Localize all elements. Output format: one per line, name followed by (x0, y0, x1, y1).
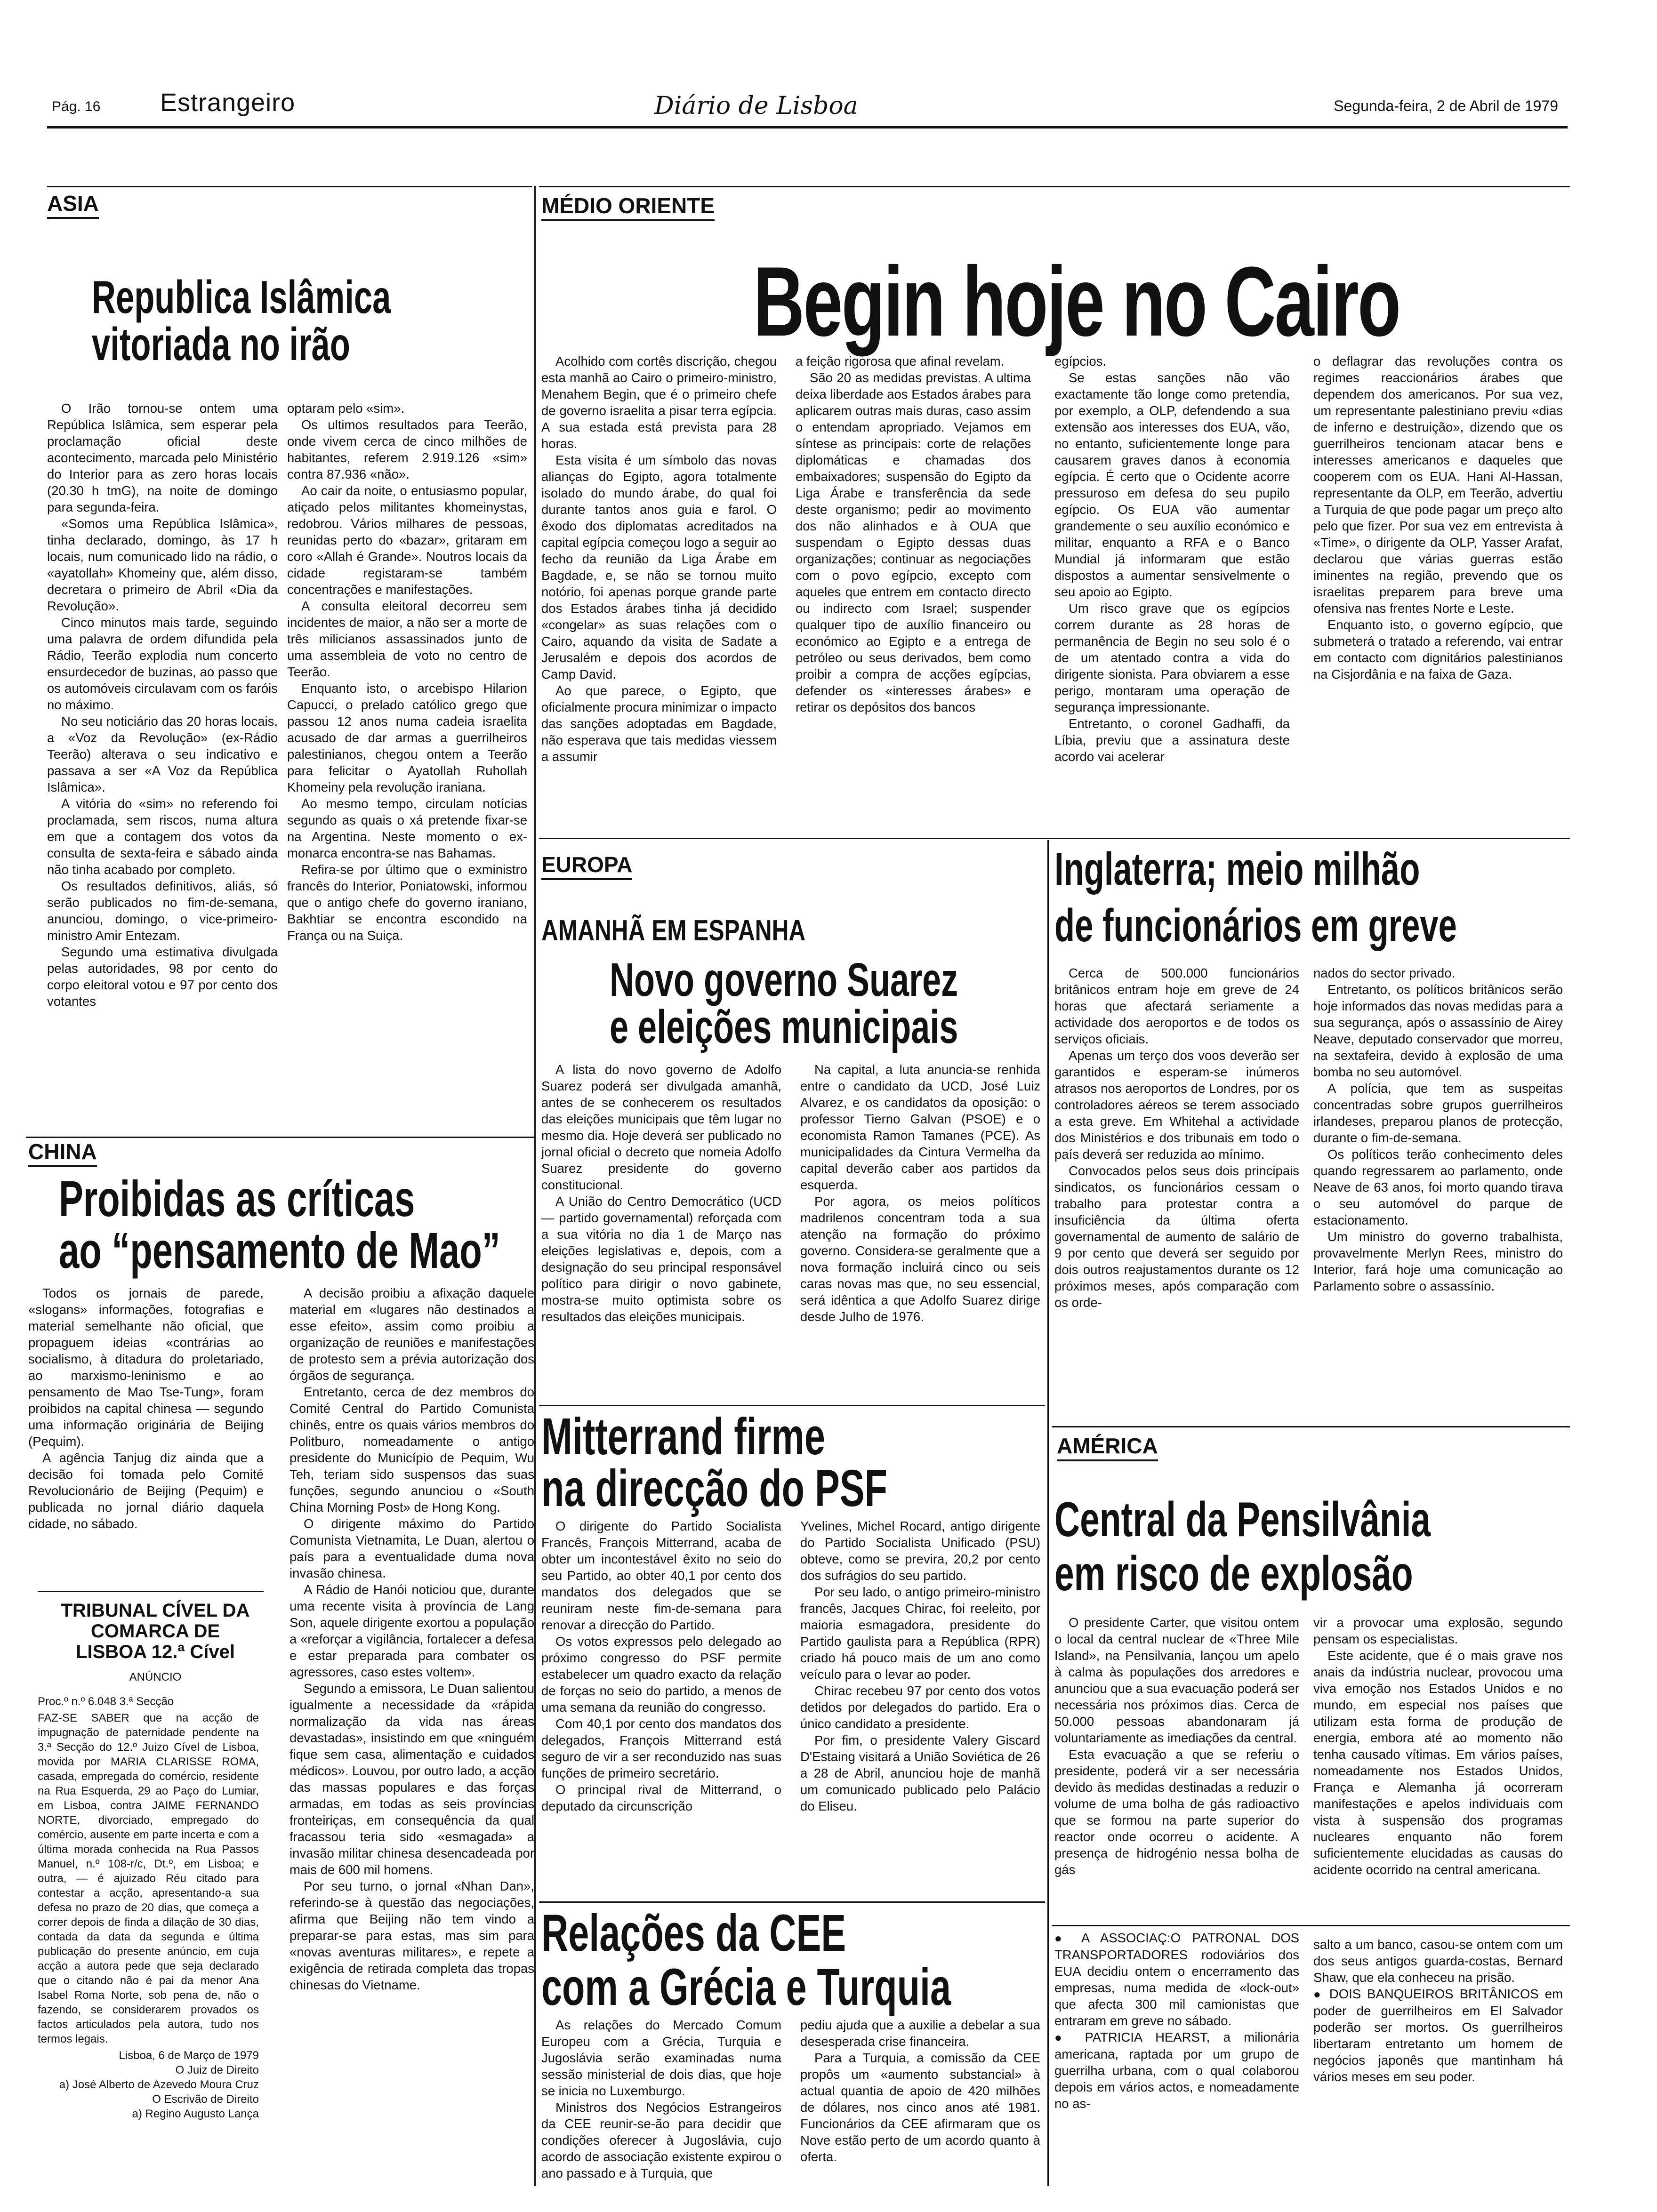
paragraph: Ao que parece, o Egipto, que oficialmente procura minimizar o impacto das sanções adoptadas em Bagdade, não esperava que tais medidas viessem a assumir (541, 683, 777, 764)
europa-column-2 (800, 1061, 1040, 1400)
america-top-rule (1052, 1426, 1570, 1427)
tribunal-rule (38, 1591, 264, 1592)
paragraph: Os votos expressos pelo delegado ao próximo congresso do PSF permite estabelecer um quadro exacto da relação de forças no seio do partido, a menos de uma semana da reunião do congresso. (541, 1634, 781, 1715)
medio-oriente-column-4 (1313, 353, 1563, 826)
main-headline: Begin hoje no Cairo (753, 246, 1400, 357)
briefs-rule (1052, 1925, 1570, 1926)
cee-headline-1: Relações da CEE (541, 1904, 846, 1962)
tribunal-title: TRIBUNAL CÍVEL DA COMARCA DE LISBOA 12.ª Cível (61, 1600, 250, 1662)
section-label-europa: EUROPA (541, 852, 632, 880)
section-label-america: AMÉRICA (1057, 1433, 1158, 1461)
paragraph: Cinco minutos mais tarde, seguindo uma palavra de ordem difundida pela Rádio, Teerão explodia num concerto ensurdecedor de buzinas, ao passo que os automóveis circulavam com os faróis no máximo. (47, 615, 278, 712)
america-briefs-column-2 (1313, 1930, 1563, 2203)
section-label-china: CHINA (28, 1139, 97, 1167)
paragraph: optaram pelo «sim». (287, 401, 405, 416)
china-top-rule (26, 1137, 534, 1138)
asia-column-1 (47, 400, 278, 1134)
paragraph: Um risco grave que os egípcios correm durante as 28 horas de permanência de Begin no seu solo é o de um atentado contra a vida do dirigente sionista. Para obviarem a esse perigo, montaram uma operação de segurança impressionante. (1054, 601, 1290, 714)
issue-date: Segunda-feira, 2 de Abril de 1979 (1334, 97, 1558, 114)
paragraph: Apenas um terço dos voos deverão ser garantidos e esperam-se inúmeros atrasos nos aeroportos de Londres, por os controladores aéreos se terem associado a esta greve. Em Whitehal a actividade dos Ministérios e dos tribunais em todo o país deverá ser reduzida ao mínimo. (1054, 1048, 1299, 1162)
paragraph: Este acidente, que é o mais grave nos anais da indústria nuclear, provocou uma viva emoção nos Estados Unidos e no mundo, em especial nos países que utilizam esta forma de produção de energia, embora até ao momento não tenha causado vítimas. Em vários países, nomeadamente nos Estados Unidos, França e Alemanha já ocorreram manifestações e apelos individuais com vista à suspensão dos programas nucleares enquanto não forem suficientemente elucidadas as causas do acidente ocorrido na central americana. (1313, 1648, 1563, 1877)
paragraph: Por agora, os meios políticos madrilenos concentram toda a sua atenção na formação do próximo governo. Considera-se geralmente que a nova formação incluirá cinco ou seis caras novas mas que, no seu essencial, será idêntica a que Adolfo Suarez dirige desde Julho de 1976. (800, 1194, 1040, 1324)
paragraph: Ao mesmo tempo, circulam notícias segundo as quais o xá pretende fixar-se na Argentina. Neste momento o ex-monarca encontra-se nas Bahamas. (287, 796, 527, 860)
paragraph: Ao cair da noite, o entusiasmo popular, atiçado pelos militantes khomeinystas, redobrou. Vários milhares de pessoas, reunidas perto do «bazar», gritaram em coro «Allah é Grande». Noutros locais da cidade registaram-se também concentrações e manifestações. (287, 483, 527, 597)
paragraph: Se estas sanções não vão exactamente tão longe como pretendia, por exemplo, a OLP, defendendo a sua extensão aos interesses dos EUA, vão, no entanto, suficientemente longe para causarem graves danos à economia egípcia. É certo que o Ocidente acorre pressuroso em defesa do seu pupilo egípcio. Os EUA vão aumentar grandemente o seu auxílio económico e militar, enquanto a RFA e o Banco Mundial já informaram que estão dispostos a aumentar sensivelmente o seu apoio ao Egipto. (1054, 370, 1290, 599)
paragraph: a feição rigorosa que afinal revelam. (796, 354, 1005, 369)
paragraph: Por fim, o presidente Valery Giscard D'Estaing visitará a União Soviética de 26 a 28 de Abril, anunciou hoje de manhã um comunicado publicado pelo Palácio do Eliseu. (800, 1733, 1040, 1813)
paragraph: Yvelines, Michel Rocard, antigo dirigente do Partido Socialista Unificado (PSU) obteve, como se previra, 20,2 por cento dos sufrágios do seu partido. (800, 1519, 1040, 1583)
asia-headline-2: vitoriada no irão (92, 318, 350, 370)
europa-headline-2: e eleições municipais (610, 1001, 958, 1053)
paragraph: O Irão tornou-se ontem uma República Islâmica, sem esperar pela proclamação oficial deste acontecimento, marcada pelo Ministério do Interior para as zero horas locais (20.30 h tmG), na noite de domingo para segunda-feira. (47, 401, 278, 514)
mitterrand-headline-2: na direcção do PSF (541, 1459, 888, 1517)
america-headline-2: em risco de explosão (1054, 1547, 1413, 1601)
paragraph: A União do Centro Democrático (UCD — partido governamental) reforçada com a sua vitória no dia 1 de Março nas eleições legislativas e, depois, com a designação do seu principal responsável político para dirigir o novo gabinete, mostra-se muito optimista sobre os resultados das eleições municipais. (541, 1194, 781, 1324)
paragraph: A agência Tanjug diz ainda que a decisão foi tomada pelo Comité Revolucionário de Beijing (Pequim) e publicada no jornal diário daquela cidade, no sábado. (28, 1451, 264, 1531)
paragraph: Entretanto, os políticos britânicos serão hoje informados das novas medidas para a sua segurança, após o assassínio de Airey Neave, deputado conservador que morreu, na sextafeira, devido à explosão de uma bomba no seu automóvel. (1313, 982, 1563, 1079)
tribunal-date: Lisboa, 6 de Março de 1979 (119, 2049, 259, 2062)
paragraph: No seu noticiário das 20 horas locais, a «Voz da Revolução» (ex-Rádio Teerão) alterava o seu indicativo e passava a ser «A Voz da República Islâmica». (47, 714, 278, 794)
column-divider (534, 186, 536, 2186)
paragraph: Enquanto isto, o arcebispo Hilarion Capucci, o prelado católico grego que passou 12 anos numa cadeia israelita acusado de dar armas a guerrilheiros palestinianos, chegou ontem a Teerão para felicitar o Ayatollah Ruhollah Khomeiny pela revolução iraniana. (287, 681, 527, 794)
paragraph: nados do sector privado. (1313, 966, 1456, 980)
medio-oriente-top-rule (539, 186, 1570, 187)
section-label-medio-oriente: MÉDIO ORIENTE (541, 193, 715, 221)
paragraph: Convocados pelos seus dois principais sindicatos, os funcionários cessam o trabalho para protestar contra a insuficiência da última oferta governamental de aumento de salário de 9 por cento que deverá ser seguido por dois outros reajustamentos durante os 12 próximos meses, após comparação com os orde- (1054, 1163, 1299, 1310)
paragraph: Na capital, a luta anuncia-se renhida entre o candidato da UCD, José Luiz Alvarez, e os candidatos da oposição: o professor Tierno Galvan (PSOE) e o economista Ramon Tamanes (PCE). As municipalidades da Cintura Vermelha da capital deverão caber aos partidos da esquerda. (800, 1062, 1040, 1192)
medio-oriente-column-2 (796, 353, 1031, 826)
inglaterra-headline-2: de funcionários em greve (1054, 899, 1457, 951)
asia-column-2 (287, 400, 527, 1134)
tribunal-anuncio: ANÚNCIO (129, 1671, 182, 1683)
inglaterra-column-2 (1313, 965, 1563, 1417)
tribunal-proc: Proc.º n.º 6.048 3.ª Secção (38, 1695, 174, 1708)
medio-oriente-bottom-rule (539, 838, 1570, 839)
paragraph: vir a provocar uma explosão, segundo pensam os especialistas. (1313, 1615, 1563, 1646)
america-briefs-column-1 (1054, 1930, 1299, 2203)
asia-top-rule (47, 186, 532, 187)
paragraph: Cerca de 500.000 funcionários britânicos entram hoje em greve de 24 horas que afectará seriamente a actividade dos aeroportos e de todos os serviços oficiais. (1054, 966, 1299, 1046)
cee-rule (539, 1901, 1045, 1903)
paragraph: Um ministro do governo trabalhista, provavelmente Merlyn Rees, ministro do Interior, fará hoje uma comunicação ao Parlamento sobre o assassínio. (1313, 1229, 1563, 1293)
inglaterra-headline-1: Inglaterra; meio milhão (1054, 843, 1420, 895)
paragraph: o deflagrar das revoluções contra os regimes reaccionários árabes que dependem dos americanos. Por sua vez, um representante palestiniano previu «dias de inferno e destruição», dizendo que os guerrilheiros tencionam atacar bens e interesses americanos e daqueles que cooperem com os EUA. Hani Al-Hassan, representante da OLP, em Teerão, advertiu a Turquia de que pode pagar um preço alto pelo que fizer. Por sua vez em entrevista à «Time», o dirigente da OLP, Yasser Arafat, declarou que várias guerras estão iminentes na região, prevendo que os israelitas preparem para breve uma ofensiva nas frentes Norte e Leste. (1313, 354, 1563, 616)
header-rule (47, 126, 1568, 128)
america-headline-1: Central da Pensilvânia (1054, 1492, 1431, 1547)
paragraph: Acolhido com cortês discrição, chegou esta manhã ao Cairo o primeiro-ministro, Menahem Begin, que é o primeiro chefe de governo israelita a pisar terra egípcia. A sua estada está prevista para 28 horas. (541, 354, 777, 451)
paragraph: O principal rival de Mitterrand, o deputado da circunscrição (541, 1782, 781, 1813)
paragraph: Esta evacuação a que se referiu o presidente, poderá vir a ser necessária devido às medidas destinadas a reduzir o volume de uma bolha de gás radioactivo que se formou na parte superior do reactor onde ocorreu o acidente. A presença de hidrogénio nessa bolha de gás (1054, 1747, 1299, 1877)
medio-oriente-column-3 (1054, 353, 1290, 826)
europa-column-1 (541, 1061, 781, 1400)
china-column-1 (28, 1285, 264, 1572)
paragraph: «Somos uma República Islâmica», tinha declarado, domingo, às 17 h locais, num comunicado lido na rádio, o «ayatollah» Khomeiny que, além disso, decretara o primeiro de Abril «Dia da Revolução». (47, 516, 278, 613)
america-column-1 (1054, 1614, 1299, 1920)
tribunal-escrivao-label: O Escrivão de Direito (152, 2093, 259, 2106)
paragraph: Enquanto isto, o governo egípcio, que submeterá o tratado a referendo, vai entrar em contacto com dignitários palestinianos na Cisjordânia e na faixa de Gaza. (1313, 617, 1563, 681)
paragraph: Por seu lado, o antigo primeiro-ministro francês, Jacques Chirac, foi reeleito, por maioria esmagadora, presidente do Partido gaulista para a República (RPR) criado há pouco mais de um ano como veículo para o levar ao poder. (800, 1585, 1040, 1682)
europa-headline-1: Novo governo Suarez (610, 954, 958, 1006)
paragraph: Segundo a emissora, Le Duan salientou igualmente a necessidade da «rápida normalização da vida nas áreas devastadas», insistindo em que «ninguém fique sem casa, alimentação e cuidados médicos». Louvou, por outro lado, a acção das massas populares e das forças armadas, em todas as seis províncias fronteiriças, em consequência da qual fracassou teria sido «esmagada» a invasão militar chinesa desencadeada por mais de 600 mil homens. (290, 1681, 534, 1877)
paragraph: O dirigente máximo do Partido Comunista Vietnamita, Le Duan, alertou o país para a eventualidade duma nova invasão chinesa. (290, 1516, 534, 1580)
mitterrand-headline-1: Mitterrand firme (541, 1408, 825, 1466)
mitterrand-column-1 (541, 1518, 781, 1894)
section-label-asia: ASIA (47, 191, 99, 219)
paragraph: A polícia, que tem as suspeitas concentradas sobre grupos guerrilheiros irlandeses, preparou planos de protecção, durante o fim-de-semana. (1313, 1081, 1563, 1145)
brief-item: ● DOIS BANQUEIROS BRITÂNICOS em poder de guerrilheiros em El Salvador poderão ser mortos. Os guerrilheiros libertaram entretanto um homem de negócios japonês que mantinham há vários meses em seu poder. (1313, 1986, 1563, 2085)
page-header (52, 87, 1558, 125)
paragraph: Os ultimos resultados para Teerão, onde vivem cerca de cinco milhões de habitantes, referem 2.919.126 «sim» contra 87.936 «não». (287, 417, 527, 481)
paragraph: O dirigente do Partido Socialista Francês, François Mitterrand, acaba de obter um incontestável êxito no seio do seu Partido, ao obter 40,1 por cento dos mandatos dos delegados que se reuniram neste fim-de-semana para renovar a direcção do Partido. (541, 1519, 781, 1632)
paragraph: O presidente Carter, que visitou ontem o local da central nuclear de «Three Mile Island», na Pensilvania, lançou um apelo à calma às populações dos arredores e anunciou que a sua evacuação poderá ser necessária nos próximos dias. Cerca de 50.000 pessoas abandonaram já voluntariamente as imediações da central. (1054, 1615, 1299, 1745)
tribunal-escrivao-name: a) Regino Augusto Lança (132, 2108, 259, 2120)
paragraph: Refira-se por último que o exministro francês do Interior, Poniatowski, informou que o antigo chefe do governo iraniano, Bakhtiar se encontra escondido na França ou na Suiça. (287, 862, 527, 943)
cee-column-2 (800, 2017, 1040, 2203)
paragraph: A vitória do «sim» no referendo foi proclamada, sem riscos, numa altura em que a contagem dos votos da consulta de sexta-feira e sábado ainda não tinha acabado por completo. (47, 796, 278, 877)
tribunal-text: FAZ-SE SABER que na acção de impugnação de paternidade pendente na 3.ª Secção do 12.º Juizo Cível de Lisboa, movida por MARIA CLARISSE ROMA, casada, empregada do comércio, residente na Rua Esquerda, 29 ao Paço do Lumiar, em Lisboa, contra JAIME FERNANDO NORTE, divorciado, empregado do comércio, ausente em parte incerta e com a última morada conhecida na Rua Passos Manuel, n.º 108-r/c, Dt.º, em Lisboa; e outra, — é ajuizado Réu citado para contestar a acção, apresentando-a sua defesa no prazo de 20 dias, que começa a correr depois de finda a dilação de 30 dias, contada da data da segunda e última publicação do presente anúncio, em cuja acção a autora pede que seja declarado que o citando não é pai da menor Ana Isabel Roma Norte, sob pena de, não o fazendo, se considerarem provados os factos articulados pela autora, tudo nos termos legais. (38, 1712, 259, 2045)
cee-headline-2: com a Grécia e Turquia (541, 1958, 951, 2016)
china-headline-1: Proibidas as críticas (59, 1170, 415, 1227)
paragraph: Entretanto, cerca de dez membros do Comité Central do Partido Comunista chinês, entre os quais vários membros do Politburo, nomeadamente o antigo presidente do Município de Pequim, Wu Teh, teriam sido suspensos das suas funções, segundo anunciou o «South China Morning Post» de Hong Kong. (290, 1385, 534, 1515)
paragraph: Ministros dos Negócios Estrangeiros da CEE reunir-se-ão para decidir que condições oferecer à Jugoslávia, cujo acordo de associação existente expirou o ano passado e à Turquia, que (541, 2100, 781, 2180)
brief-item: ● PATRICIA HEARST, a milionária americana, raptada por um grupo de guerrilha urbana, com o qual colaborou depois em vários actos, e nomeadamente no as- (1054, 2029, 1299, 2112)
paragraph: As relações do Mercado Comum Europeu com a Grécia, Turquia e Jugoslávia serão examinadas numa sessão ministerial de dois dias, que hoje se inicia no Luxemburgo. (541, 2018, 781, 2098)
masthead: Diário de Lisboa (654, 92, 858, 120)
paragraph: egípcios. (1054, 354, 1107, 369)
paragraph: São 20 as medidas previstas. A ultima deixa liberdade aos Estados árabes para aplicarem outras mais duras, caso assim o entendam apropriado. Vejamos em síntese as principais: corte de relações diplomáticas e chamadas dos embaixadores; suspensão do Egipto da Liga Árabe e transferência da sede deste organismo; pedir ao movimento dos não alinhados e à OUA que suspendam o Egipto dessas duas organizações; continuar as negociações com o povo egípcio, excepto com aqueles que entrem em contacto directo ou indirecto com Israel; suspender qualquer tipo de auxílio financeiro ou económico ao Egipto e a entrega de petróleo ou seus derivados, bem como proibir a compra de acções egípcias, defender os «interesses árabes» e retirar os depósitos dos bancos (796, 370, 1031, 714)
paragraph: A consulta eleitoral decorreu sem incidentes de maior, a não ser a morte de três milicianos assassinados junto de uma assembleia de voto no centro de Teerão. (287, 599, 527, 679)
paragraph: Esta visita é um símbolo das novas alianças do Egipto, agora totalmente isolado do mundo árabe, do qual foi durante tantos anos guia e farol. O êxodo dos diplomatas acreditados na capital egípcia começou logo a seguir ao fecho da reunião da Liga Árabe em Bagdade, e, se não se tornou muito notório, foi apenas porque grande parte dos Estados árabes tinha já decidido «congelar» as suas relações com o Cairo, aquando da visita de Sadate a Jerusalém e depois dos acordos de Camp David. (541, 453, 777, 681)
section-name: Estrangeiro (160, 88, 296, 117)
paragraph: Entretanto, o coronel Gadhaffi, da Líbia, previu que a assinatura deste acordo vai acelerar (1054, 716, 1290, 764)
tribunal-juiz-name: a) José Alberto de Azevedo Moura Cruz (59, 2078, 259, 2091)
europa-kicker: AMANHÃ EM ESPANHA (541, 914, 806, 947)
medio-oriente-column-1 (541, 353, 777, 826)
china-column-2 (290, 1285, 534, 2200)
paragraph: Os políticos terão conhecimento deles quando regressarem ao parlamento, onde Neave de 63 anos, foi morto quando tirava o seu automóvel do parque de estacionamento. (1313, 1147, 1563, 1227)
china-headline-2: ao “pensamento de Mao” (59, 1222, 500, 1279)
paragraph: A Rádio de Hanói noticiou que, durante uma recente visita à província de Lang Son, aquele dirigente exortou a população a «reforçar a vigilância, fortalecer a defesa e estar preparada para combater os agressores, caso estes voltem». (290, 1582, 534, 1679)
tribunal-juiz-label: O Juiz de Direito (175, 2064, 259, 2076)
paragraph: Com 40,1 por cento dos mandatos dos delegados, François Mitterrand está seguro de vir a ser reconduzido nas suas funções de primeiro secretário. (541, 1716, 781, 1780)
mitterrand-column-2 (800, 1518, 1040, 1894)
brief-item: salto a um banco, casou-se ontem com um dos seus antigos guarda-costas, Bernard Shaw, que ela conheceu na prisão. (1313, 1937, 1563, 1985)
paragraph: A decisão proibiu a afixação daquele material em «lugares não destinados a esse efeito», assim como proibiu a organização de reuniões e manifestações de protesto sem a prévia autorização dos órgãos de segurança. (290, 1286, 534, 1383)
paragraph: Os resultados definitivos, aliás, só serão publicados no fim-de-semana, anunciou, domingo, o vice-primeiro-ministro Amir Entezam. (47, 879, 278, 943)
page-number: Pág. 16 (52, 99, 101, 114)
paragraph: Chirac recebeu 97 por cento dos votos detidos por delegados do partido. Era o único candidato a presidente. (800, 1683, 1040, 1731)
paragraph: A lista do novo governo de Adolfo Suarez poderá ser divulgada amanhã, antes de se conhecerem os resultados das eleições municipais que têm lugar no mesmo dia. Hoje deverá ser publicado no jornal oficial o decreto que nomeia Adolfo Suarez presidente do governo constitucional. (541, 1062, 781, 1192)
inglaterra-column-1 (1054, 965, 1299, 1417)
cee-column-1 (541, 2017, 781, 2203)
america-column-2 (1313, 1614, 1563, 1920)
asia-headline-1: Republica Islâmica (92, 271, 391, 323)
paragraph: Por seu turno, o jornal «Nhan Dan», referindo-se à questão das negociações, afirma que Beijing não tem vindo a preparar-se para estas, mas sim para «novas aventuras militares», e repete a exigência de retirada completa das tropas chinesas do Vietname. (290, 1879, 534, 1992)
paragraph: pediu ajuda que a auxilie a debelar a sua desesperada crise financeira. (800, 2018, 1040, 2049)
brief-item: ● A ASSOCIAÇ:O PATRONAL DOS TRANSPORTADORES rodoviários dos EUA decidiu ontem o encerramento das empresas, numa medida de «lock-out» que afecta 300 mil camionistas que entraram em greve no sábado. (1054, 1930, 1299, 2029)
mitterrand-rule (539, 1405, 1045, 1406)
column-divider-right (1047, 840, 1049, 2186)
paragraph: Para a Turquia, a comissão da CEE propôs um «aumento substancial» à actual quantia de apoio de 420 milhões de dólares, nos cinco anos até 1981. Funcionários da CEE afirmaram que os Nove estão perto de um acordo quanto à oferta. (800, 2051, 1040, 2164)
paragraph: Segundo uma estimativa divulgada pelas autoridades, 98 por cento do corpo eleitoral votou e 97 por cento dos votantes (47, 945, 278, 1009)
tribunal-body (38, 1694, 259, 2121)
paragraph: Todos os jornais de parede, «slogans» informações, fotografias e material semelhante não oficial, que propaguem ideias «contrárias ao socialismo, à ditadura do proletariado, ao marxismo-leninismo e ao pensamento de Mao Tse-Tung», foram proibidos na capital chinesa — segundo uma informação originária de Beijing (Pequim). (28, 1286, 264, 1449)
